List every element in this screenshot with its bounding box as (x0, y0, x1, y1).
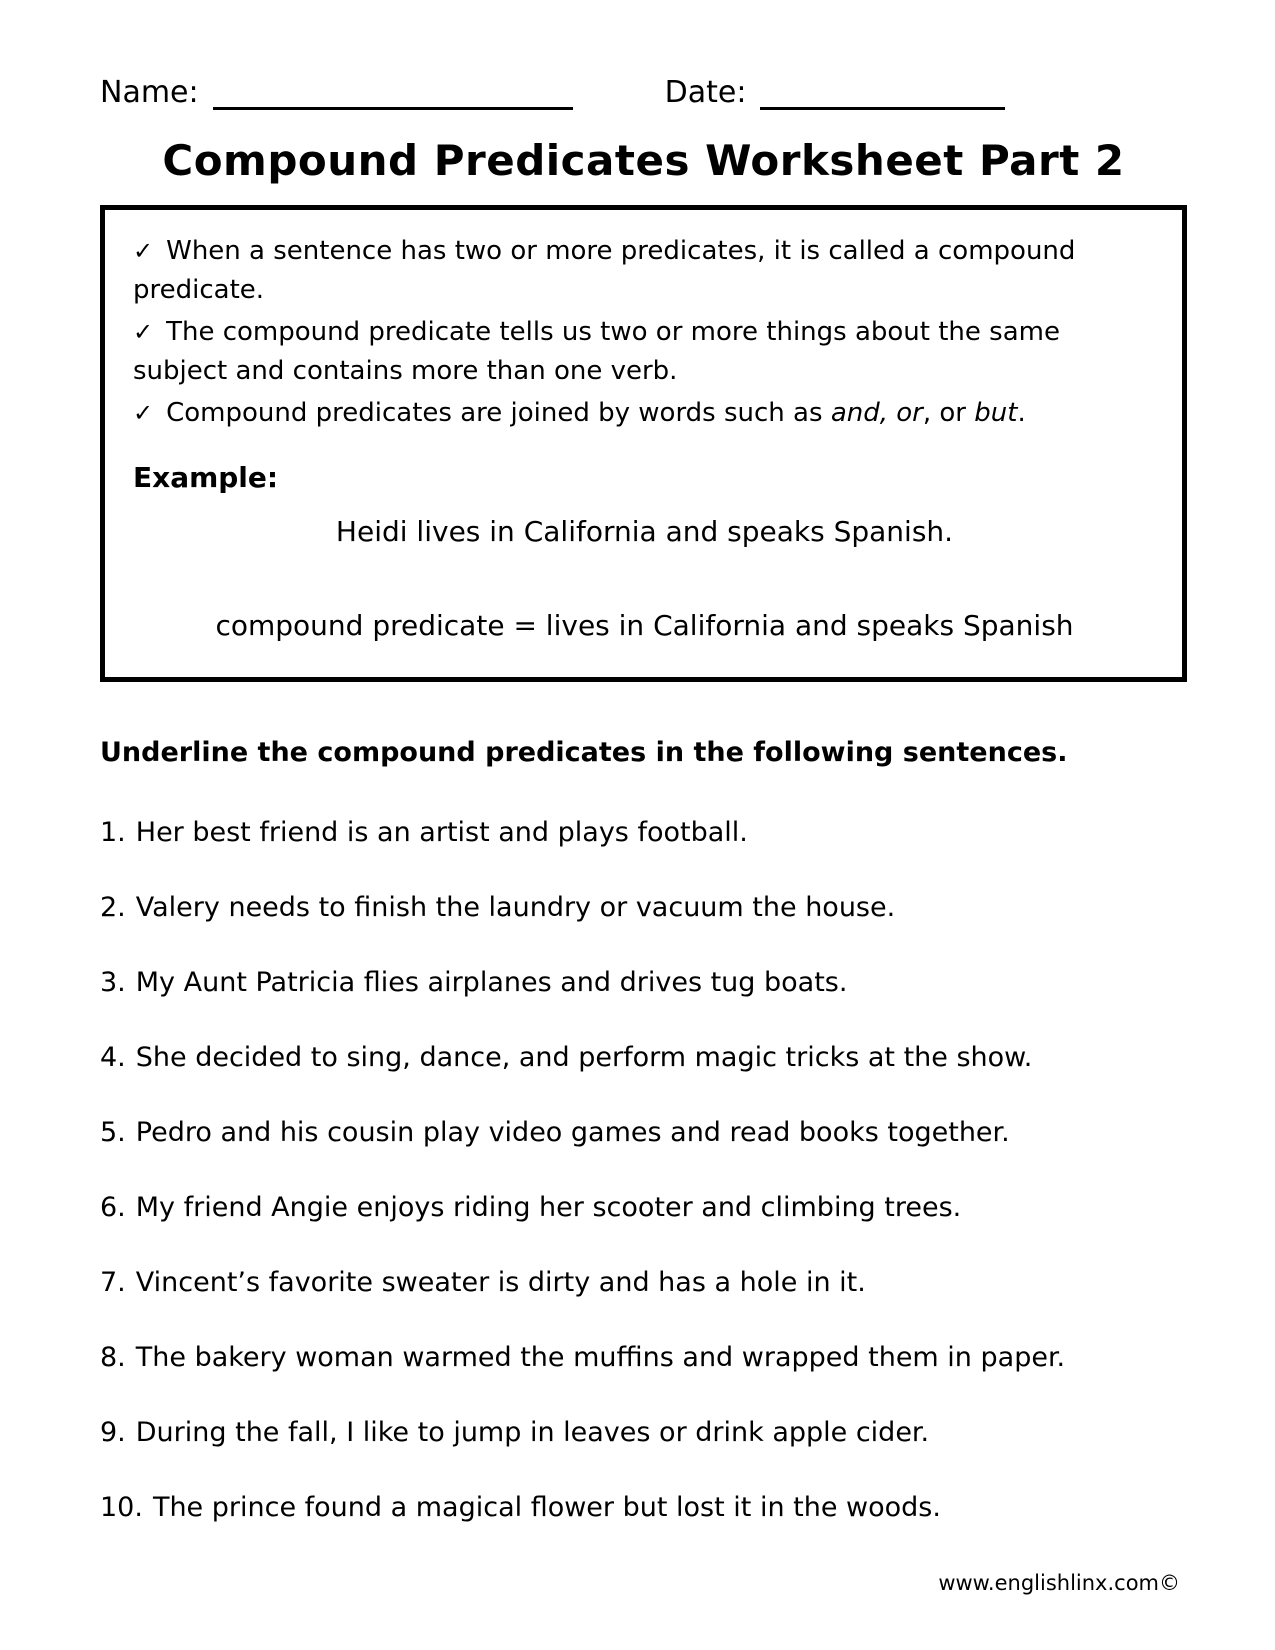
sentence-text: My Aunt Patricia flies airplanes and drives tug boats. (135, 967, 848, 998)
sentence-number: 3. (100, 967, 126, 998)
page-title: Compound Predicates Worksheet Part 2 (162, 136, 1125, 185)
sentence-item (100, 1341, 1187, 1375)
footer-url: www.englishlinx.com© (938, 1571, 1180, 1595)
definition-bullet (133, 394, 1156, 433)
sentence-text: Valery needs to finish the laundry or vacuum the house. (135, 892, 896, 923)
check-icon: ✓ (133, 318, 154, 346)
date-field (665, 75, 1006, 110)
sentence-number: 6. (100, 1192, 126, 1223)
sentence-number: 1. (100, 817, 126, 848)
example-label: Example: (133, 461, 279, 494)
check-icon: ✓ (133, 237, 154, 265)
sentence-number: 9. (100, 1417, 126, 1448)
sentence-list (100, 816, 1187, 1525)
sentence-text: My friend Angie enjoys riding her scooter and climbing trees. (135, 1192, 962, 1223)
sentence-number: 5. (100, 1117, 126, 1148)
name-field (100, 75, 573, 110)
sentence-item (100, 1191, 1187, 1225)
date-label: Date: (664, 75, 747, 110)
bullet-text: Compound predicates are joined by words such as and, or, or but. (166, 398, 1026, 428)
sentence-number: 7. (100, 1267, 126, 1298)
sentence-item (100, 1266, 1187, 1300)
sentence-number: 8. (100, 1342, 126, 1373)
example-sentence: Heidi lives in California and speaks Spanish. (335, 515, 954, 548)
sentence-text: During the fall, I like to jump in leaves or drink apple cider. (135, 1417, 930, 1448)
definition-bullet (133, 313, 1156, 391)
sentence-text: She decided to sing, dance, and perform magic tricks at the show. (135, 1042, 1033, 1073)
definition-list (133, 232, 1156, 433)
sentence-item (100, 1491, 1187, 1525)
sentence-item (100, 1416, 1187, 1450)
sentence-item (100, 1116, 1187, 1150)
name-blank-line[interactable] (213, 80, 573, 110)
check-icon: ✓ (133, 399, 154, 427)
sentence-text: Pedro and his cousin play video games and read books together. (135, 1117, 1010, 1148)
header (100, 75, 1187, 110)
sentence-number: 2. (100, 892, 126, 923)
sentence-item (100, 966, 1187, 1000)
sentence-text: Vincent’s favorite sweater is dirty and has a hole in it. (135, 1267, 866, 1298)
sentence-text: Her best friend is an artist and plays football. (135, 817, 748, 848)
example-answer: compound predicate = lives in California and speaks Spanish (215, 609, 1074, 642)
sentence-number: 10. (100, 1492, 143, 1523)
date-blank-line[interactable] (760, 80, 1005, 110)
definition-box (100, 205, 1187, 682)
instructions: Underline the compound predicates in the following sentences. (100, 737, 1068, 768)
sentence-item (100, 1041, 1187, 1075)
bullet-text: When a sentence has two or more predicates, it is called a compound predicate. (133, 236, 1076, 305)
name-label: Name: (100, 75, 199, 110)
sentence-item (100, 891, 1187, 925)
sentence-text: The prince found a magical flower but lost it in the woods. (152, 1492, 941, 1523)
sentence-text: The bakery woman warmed the muffins and wrapped them in paper. (135, 1342, 1066, 1373)
definition-bullet (133, 232, 1156, 310)
sentence-number: 4. (100, 1042, 126, 1073)
sentence-item (100, 816, 1187, 850)
bullet-text: The compound predicate tells us two or more things about the same subject and contains more than one verb. (133, 317, 1060, 386)
